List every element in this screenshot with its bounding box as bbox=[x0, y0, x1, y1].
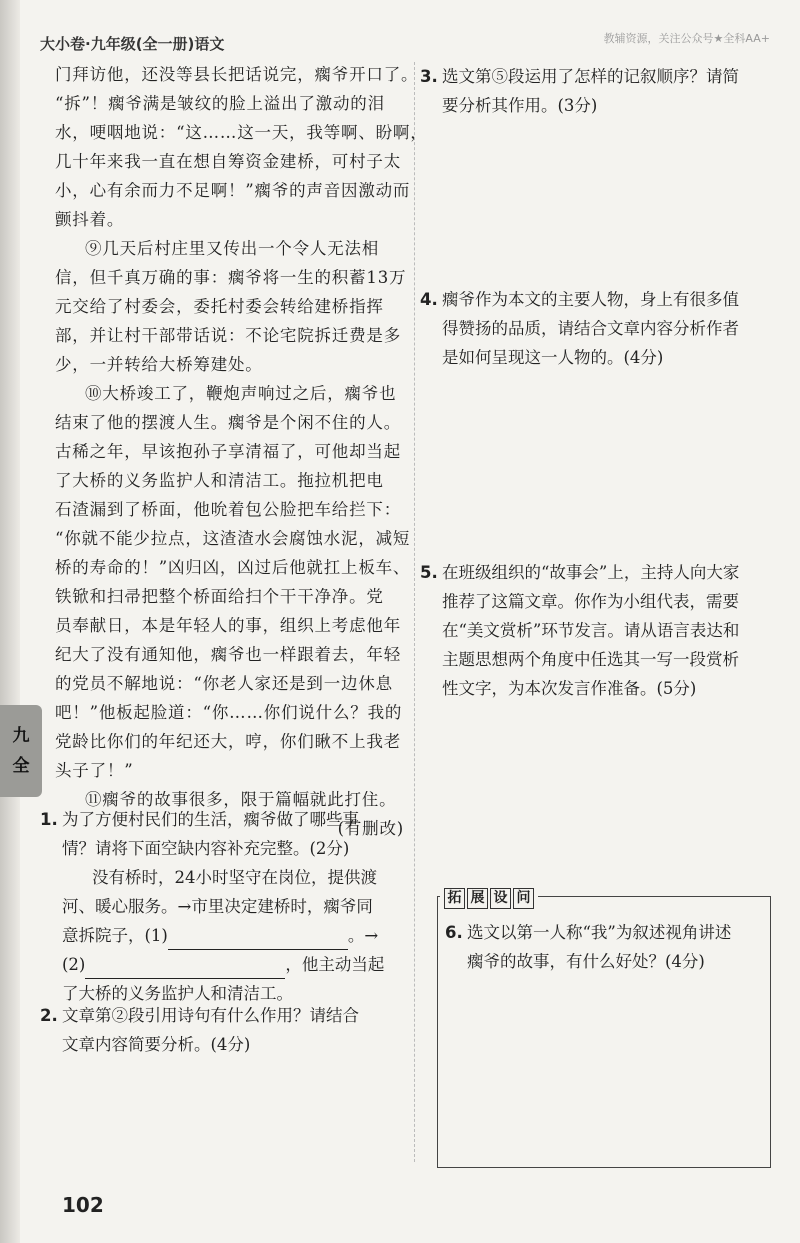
side-tab-grade: 九 bbox=[12, 726, 30, 746]
question-3 bbox=[420, 62, 780, 120]
passage-line: 部，并让村干部带话说：不论宅院拆迁费是多 bbox=[55, 326, 401, 345]
passage-line: 头子了！” bbox=[55, 761, 134, 780]
question-text: 在“美文赏析”环节发言。请从语言表达和 bbox=[442, 621, 740, 640]
passage-line: “你就不能少拉点，这渣渣水会腐蚀水泥，减短 bbox=[55, 529, 411, 548]
fill-in-text: 没有桥时，24小时坚守在岗位，提供渡 bbox=[92, 868, 377, 887]
page-number: 102 bbox=[62, 1193, 104, 1217]
question-text: 性文字，为本次发言作准备。(5分) bbox=[442, 679, 697, 698]
passage-line: 铁锨和扫帚把整个桥面给扫个干干净净。党 bbox=[55, 587, 384, 606]
question-text: 要分析其作用。(3分) bbox=[442, 96, 598, 115]
passage-line: ⑨几天后村庄里又传出一个令人无法相 bbox=[85, 239, 380, 258]
question-text: 得赞扬的品质，请结合文章内容分析作者 bbox=[442, 319, 739, 338]
question-text: 文章第②段引用诗句有什么作用？请结合 bbox=[62, 1006, 359, 1025]
fill-in-text: 了大桥的义务监护人和清洁工。 bbox=[62, 984, 293, 1003]
passage-line: 吧！”他板起脸道：“你……你们说什么？我的 bbox=[55, 703, 403, 722]
passage-line: “拆”！瘸爷满是皱纹的脸上溢出了激动的泪 bbox=[55, 94, 385, 113]
question-text: 为了方便村民们的生活，瘸爷做了哪些事 bbox=[62, 810, 359, 829]
question-6 bbox=[445, 918, 765, 976]
question-4 bbox=[420, 285, 780, 372]
passage-line: 结束了他的摆渡人生。瘸爷是个闲不住的人。 bbox=[55, 413, 401, 432]
grade-side-tab bbox=[0, 705, 42, 797]
passage-line: 桥的寿命的！”凶归凶，凶过后他就扛上板车、 bbox=[55, 558, 411, 577]
question-text: 瘸爷的故事，有什么好处？(4分) bbox=[467, 952, 705, 971]
extension-header bbox=[440, 888, 538, 909]
question-number: 6. bbox=[445, 923, 463, 942]
side-tab-volume: 全 bbox=[12, 756, 30, 776]
answer-blank-2[interactable] bbox=[85, 960, 285, 979]
passage-line: 门拜访他，还没等县长把话说完，瘸爷开口了。 bbox=[55, 65, 419, 84]
question-text: 是如何呈现这一人物的。(4分) bbox=[442, 348, 664, 367]
question-number: 5. bbox=[420, 563, 438, 582]
passage-line: 纪大了没有通知他，瘸爷也一样跟着去，年轻 bbox=[55, 645, 401, 664]
question-text: 推荐了这篇文章。你作为小组代表，需要 bbox=[442, 592, 739, 611]
question-text: 主题思想两个角度中任选其一写一段赏析 bbox=[442, 650, 739, 669]
extension-header-char: 展 bbox=[467, 888, 488, 909]
passage-text bbox=[55, 60, 428, 843]
fill-in-line-2 bbox=[40, 950, 410, 979]
question-number: 2. bbox=[40, 1006, 58, 1025]
watermark-text: 教辅资源，关注公众号★全科AA+ bbox=[603, 32, 770, 45]
question-text: 在班级组织的“故事会”上，主持人向大家 bbox=[442, 563, 740, 582]
question-1 bbox=[40, 805, 410, 1008]
passage-line: 小，心有余而力不足啊！”瘸爷的声音因激动而 bbox=[55, 181, 411, 200]
passage-line: 颤抖着。 bbox=[55, 210, 125, 229]
fill-in-prefix: (2) bbox=[62, 955, 86, 974]
fill-in-text: 河、暖心服务。→市里决定建桥时，瘸爷同 bbox=[62, 897, 373, 916]
passage-line: 了大桥的义务监护人和清洁工。拖拉机把电 bbox=[55, 471, 384, 490]
question-text: 文章内容简要分析。(4分) bbox=[62, 1035, 251, 1054]
extension-header-char: 问 bbox=[513, 888, 534, 909]
book-title: 大小卷·九年级(全一册)语文 bbox=[40, 35, 225, 53]
extension-header-char: 设 bbox=[490, 888, 511, 909]
question-number: 1. bbox=[40, 810, 58, 829]
question-text: 情？请将下面空缺内容补充完整。(2分) bbox=[62, 839, 350, 858]
answer-blank-1[interactable] bbox=[168, 931, 348, 950]
fill-in-prefix: 意拆院子，(1) bbox=[62, 926, 168, 945]
passage-line: 党龄比你们的年纪还大，哼，你们瞅不上我老 bbox=[55, 732, 401, 751]
passage-line: 几十年来我一直在想自筹资金建桥，可村子太 bbox=[55, 152, 401, 171]
passage-line: ⑩大桥竣工了，鞭炮声响过之后，瘸爷也 bbox=[85, 384, 397, 403]
passage-line: 元交给了村委会，委托村委会转给建桥指挥 bbox=[55, 297, 384, 316]
question-text: 瘸爷作为本文的主要人物，身上有很多值 bbox=[442, 290, 739, 309]
passage-line: 的党员不解地说：“你老人家还是到一边休息 bbox=[55, 674, 393, 693]
question-5 bbox=[420, 558, 780, 703]
question-text: 选文第⑤段运用了怎样的记叙顺序？请简 bbox=[442, 67, 739, 86]
fill-in-suffix: ，他主动当起 bbox=[285, 955, 385, 974]
source-note: (有删改) bbox=[337, 819, 404, 838]
extension-header-char: 拓 bbox=[444, 888, 465, 909]
fill-in-line-1 bbox=[40, 921, 410, 950]
passage-line: ⑪瘸爷的故事很多，限于篇幅就此打住。 bbox=[85, 790, 397, 809]
passage-line: 水，哽咽地说：“这……这一天，我等啊、盼啊， bbox=[55, 123, 428, 142]
passage-line: 少，一并转给大桥筹建处。 bbox=[55, 355, 263, 374]
fill-in-suffix: 。→ bbox=[347, 926, 379, 945]
question-text: 选文以第一人称“我”为叙述视角讲述 bbox=[467, 923, 732, 942]
passage-line: 石渣漏到了桥面，他吮着包公脸把车给拦下： bbox=[55, 500, 401, 519]
passage-line: 古稀之年，早该抱孙子享清福了，可他却当起 bbox=[55, 442, 401, 461]
question-number: 3. bbox=[420, 67, 438, 86]
question-2 bbox=[40, 1001, 410, 1059]
page-binding-shadow bbox=[0, 0, 20, 1243]
column-divider bbox=[414, 62, 415, 1162]
passage-line: 员奉献日，本是年轻人的事，组织上考虑他年 bbox=[55, 616, 401, 635]
question-number: 4. bbox=[420, 290, 438, 309]
passage-line: 信，但千真万确的事：瘸爷将一生的积蓄13万 bbox=[55, 268, 407, 287]
